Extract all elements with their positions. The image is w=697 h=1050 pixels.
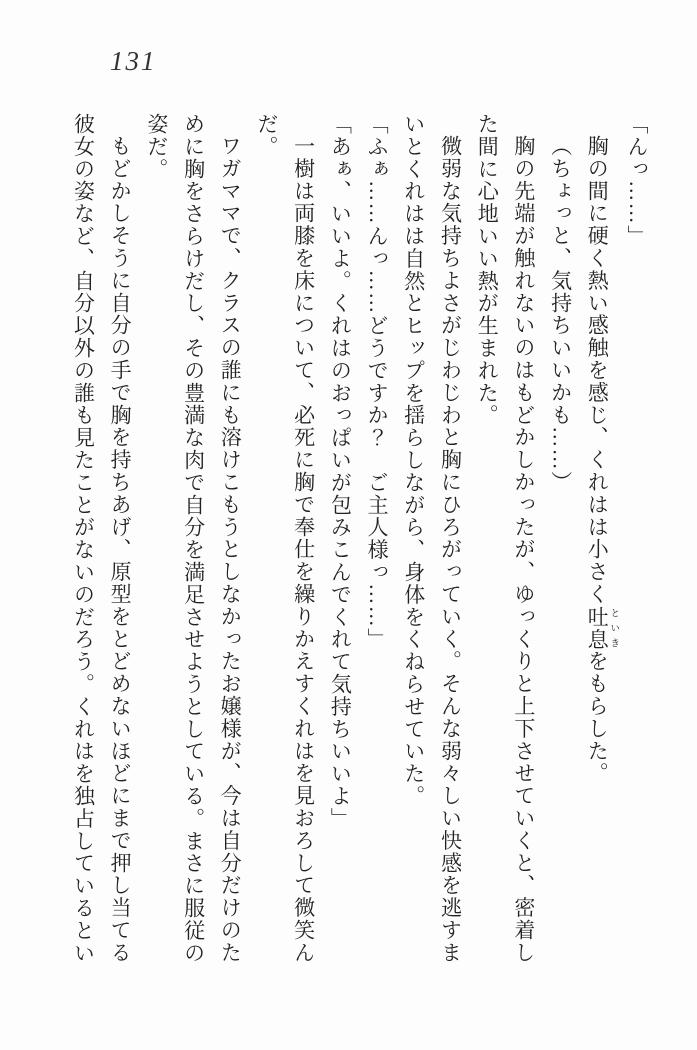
- text-segment: 「ふぁ……んっ……どうですか？ ご主人様っ……」: [365, 113, 390, 651]
- novel-text-block: [65, 113, 655, 967]
- text-segment: いとくれはは自然とヒップを揺らしながら、身体をくねらせていた。: [401, 113, 426, 808]
- text-line: [285, 113, 322, 967]
- text-line: [175, 113, 212, 967]
- text-segment: 「んっ……」: [625, 113, 649, 248]
- text-segment: （ちょっと、気持ちいいかも……）: [548, 135, 573, 494]
- text-line: [358, 113, 395, 967]
- text-segment: 姿だ。: [144, 113, 169, 181]
- text-segment: 胸の先端が触れないのはもどかしかったが、ゆっくりと上下させていくと、密着し: [511, 135, 536, 965]
- text-line: [101, 113, 138, 967]
- text-segment: 胸の間に硬く熱い感触を感じ、くれはは小さく: [585, 135, 610, 606]
- text-segment: もどかしそうに自分の手で胸を持ちあげ、原型をとどめないほどにまで押し当てる: [108, 135, 133, 965]
- text-segment: をもらした。: [585, 650, 610, 786]
- text-line: [212, 113, 249, 967]
- text-segment: 彼女の姿など、自分以外の誰も見たことがないのだろう。くれはを独占しているとい: [71, 113, 96, 965]
- text-line: [138, 113, 175, 967]
- text-line: [618, 113, 655, 967]
- text-segment: 「あぁ、いいよ。くれはのおっぱいが包みこんでくれて気持ちいいよ」: [328, 113, 353, 830]
- text-line: [579, 113, 619, 967]
- text-segment: 微弱な気持ちよさがじわじわと胸にひろがっていく。そんな弱々しい快感を逃すま: [438, 135, 463, 965]
- text-line: [505, 113, 542, 967]
- text-line: [248, 113, 285, 967]
- text-line: [468, 113, 505, 967]
- text-segment: めに胸をさらけだし、その豊満な肉で自分を満足させようとしている。まさに服従の: [181, 113, 206, 965]
- text-line: [322, 113, 359, 967]
- text-line: [395, 113, 432, 967]
- text-line: [65, 113, 102, 967]
- page-number: 131: [110, 46, 157, 76]
- text-segment: だ。: [254, 113, 279, 158]
- text-segment: 一樹は両膝を床について、必死に胸で奉仕を繰りかえすくれはを見おろして微笑ん: [291, 135, 316, 965]
- text-segment: た間に心地いい熱が生まれた。: [475, 113, 500, 427]
- text-line: [542, 113, 579, 967]
- text-segment: ワガママで、クラスの誰にも溶けこもうとしなかったお嬢様が、今は自分だけのた: [218, 135, 243, 965]
- furigana-ruby: 吐息 といき: [585, 605, 619, 651]
- text-line: [432, 113, 469, 967]
